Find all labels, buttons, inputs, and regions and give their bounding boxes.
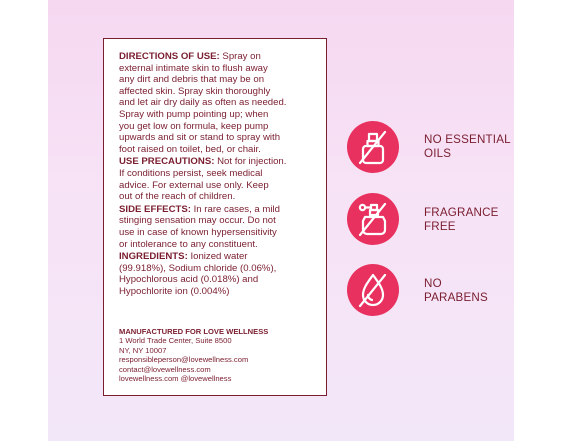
manufacturer-email: contact@lovewellness.com — [119, 364, 211, 374]
precautions-heading: USE PRECAUTIONS: — [119, 156, 215, 168]
directions-text: foot raised on toilet, bed, or chair. — [119, 143, 261, 155]
directions-heading: DIRECTIONS OF USE: — [119, 51, 220, 62]
ingredients-section — [119, 251, 324, 297]
ingredients-text: (99.918%), Sodium chloride (0.06%), — [119, 262, 277, 274]
manufacturer-email: responsibleperson@lovewellness.com — [119, 355, 249, 365]
directions-section — [119, 51, 324, 155]
claim-fragrance-free — [424, 206, 499, 234]
side-effects-text: or intolerance to any constituent. — [119, 238, 258, 250]
ingredients-heading: INGREDIENTS: — [119, 251, 188, 263]
directions-text: external intimate skin to flush away — [119, 62, 268, 74]
ingredients-text: Ionized water — [190, 251, 248, 263]
directions-text: and let air dry daily as often as needed. — [119, 97, 287, 109]
no-essential-oils-icon — [347, 121, 399, 173]
claim-label: OILS — [424, 147, 452, 160]
side-effects-text: In rare cases, a mild — [193, 203, 281, 215]
directions-text: affected skin. Spray skin thoroughly — [119, 85, 271, 97]
no-parabens-icon — [347, 264, 399, 316]
ingredients-text: Hypochlorous acid (0.018%) and — [119, 274, 259, 286]
side-effects-text: stinging sensation may occur. Do not — [119, 215, 276, 227]
precautions-text: advice. For external use only. Keep — [119, 179, 269, 191]
directions-text: Spray with pump pointing up; when — [119, 108, 269, 120]
claim-label: NO — [424, 277, 442, 290]
label-copy — [119, 51, 324, 298]
manufacturer-heading: MANUFACTURED FOR LOVE WELLNESS — [119, 327, 269, 336]
claim-label: FREE — [424, 220, 456, 233]
directions-text: any dirt and debris that may be on — [119, 74, 265, 86]
manufacturer-website: lovewellness.com @lovewellness — [119, 374, 232, 384]
side-effects-section — [119, 204, 324, 250]
directions-text: you get low on formula, keep pump — [119, 120, 269, 132]
ingredients-text: Hypochlorite ion (0.004%) — [119, 285, 230, 297]
fragrance-free-icon — [347, 193, 399, 245]
side-effects-text: use in case of known hypersensitivity — [119, 226, 277, 238]
precautions-section — [119, 156, 324, 202]
manufacturer-address-line: NY, NY 10007 — [119, 345, 167, 355]
claim-no-parabens — [424, 277, 488, 305]
claim-no-essential-oils — [424, 133, 511, 161]
precautions-text: Not for injection. — [217, 156, 287, 168]
claim-label: FRAGRANCE — [424, 206, 499, 219]
claim-label: NO ESSENTIAL — [424, 133, 511, 146]
side-effects-heading: SIDE EFFECTS: — [119, 203, 191, 215]
precautions-text: out of the reach of children. — [119, 191, 236, 203]
manufacturer-address-line: 1 World Trade Center, Suite 8500 — [119, 336, 232, 346]
claim-label: PARABENS — [424, 291, 488, 304]
precautions-text: If conditions persist, seek medical — [119, 167, 263, 179]
manufacturer-block — [119, 327, 319, 383]
directions-text: Spray on — [222, 51, 261, 62]
directions-text: upwards and sit or stand to spray with — [119, 132, 281, 144]
